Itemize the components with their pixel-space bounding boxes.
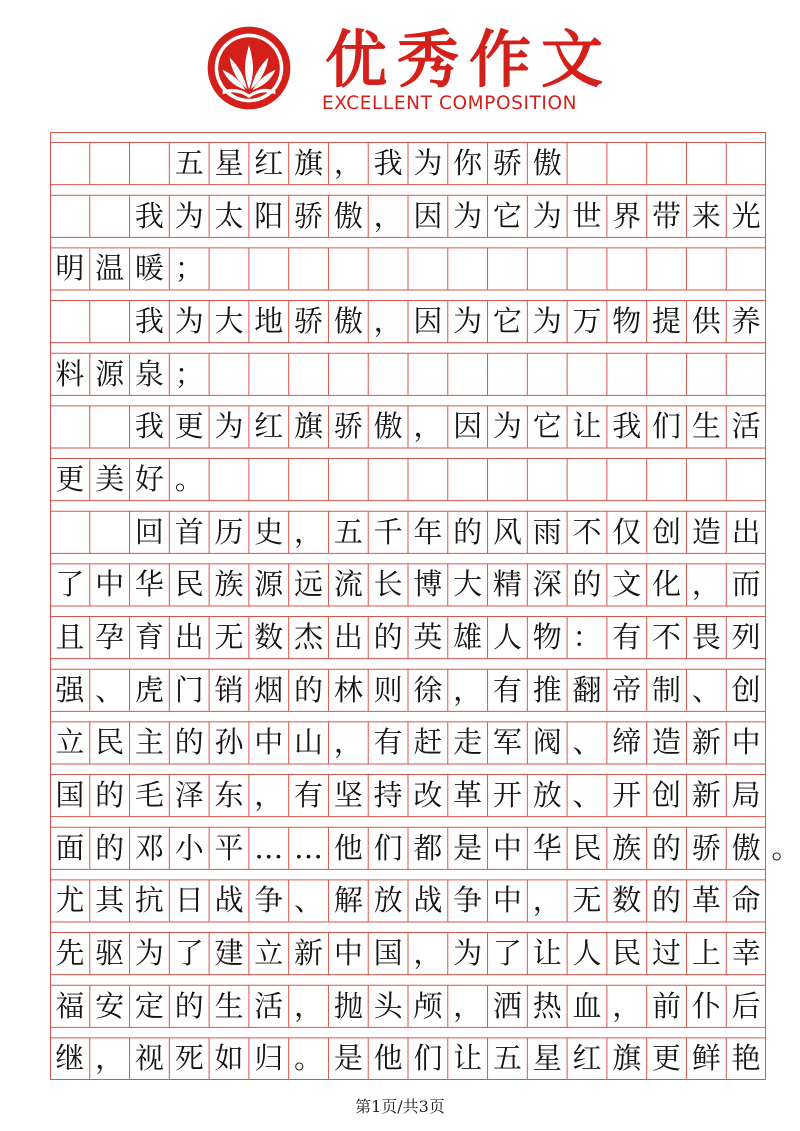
grid-character: 新 xyxy=(294,936,324,971)
grid-character: 为 xyxy=(134,936,164,971)
grid-character: 中 xyxy=(731,725,761,760)
grid-character: 头 xyxy=(373,988,403,1023)
grid-character: 物 xyxy=(532,620,562,655)
grid-character: 鲜 xyxy=(691,1041,721,1076)
grid-character: 地 xyxy=(254,304,284,339)
grid-character: 源 xyxy=(254,567,284,602)
grid-character: 国 xyxy=(373,936,403,971)
grid-character: 翻 xyxy=(572,672,602,707)
grid-character: 雨 xyxy=(532,514,562,549)
grid-character: 傲 xyxy=(373,409,403,444)
grid-character: 创 xyxy=(652,778,682,813)
grid-character: 我 xyxy=(373,146,403,181)
grid-character: 命 xyxy=(731,883,761,918)
grid-character: 活 xyxy=(254,988,284,1023)
grid-character: 了 xyxy=(492,936,522,971)
grid-character: 的 xyxy=(174,988,204,1023)
grid-character: 为 xyxy=(174,198,204,233)
grid-character: 。 xyxy=(294,1041,324,1076)
grid-character: 毛 xyxy=(134,778,164,813)
grid-character: 为 xyxy=(174,304,204,339)
grid-character: 五 xyxy=(492,1041,522,1076)
grid-character: 革 xyxy=(453,778,483,813)
grid-character: 的 xyxy=(652,883,682,918)
grid-character: 新 xyxy=(691,778,721,813)
grid-character: ， xyxy=(691,567,721,602)
grid-character: 骄 xyxy=(492,146,522,181)
grid-character: 他 xyxy=(333,830,363,865)
grid-character: 大 xyxy=(453,567,483,602)
grid-character: 为 xyxy=(214,409,244,444)
grid-character: 如 xyxy=(214,1041,244,1076)
grid-character: 面 xyxy=(55,830,85,865)
grid-character: 华 xyxy=(532,830,562,865)
grid-character: 年 xyxy=(413,514,443,549)
grid-character: 民 xyxy=(174,567,204,602)
grid-character: 东 xyxy=(214,778,244,813)
grid-character: 活 xyxy=(731,409,761,444)
grid-character: 出 xyxy=(731,514,761,549)
grid-character: 旗 xyxy=(612,1041,642,1076)
grid-character: 争 xyxy=(254,883,284,918)
grid-character: 阳 xyxy=(254,198,284,233)
grid-character: 数 xyxy=(612,883,642,918)
grid-character: 而 xyxy=(731,567,761,602)
grid-character: 的 xyxy=(174,725,204,760)
grid-character: 民 xyxy=(572,830,602,865)
grid-character: 因 xyxy=(453,409,483,444)
grid-character: 归 xyxy=(254,1041,284,1076)
grid-character: ， xyxy=(333,146,363,181)
grid-character: 千 xyxy=(373,514,403,549)
grid-character: 的 xyxy=(294,672,324,707)
grid-character: 安 xyxy=(95,988,125,1023)
grid-character: 界 xyxy=(612,198,642,233)
grid-character: 强 xyxy=(55,672,85,707)
grid-character: 回 xyxy=(134,514,164,549)
grid-character: 日 xyxy=(174,883,204,918)
grid-character: 则 xyxy=(373,672,403,707)
grid-character: ， xyxy=(294,514,324,549)
grid-character: 红 xyxy=(254,409,284,444)
grid-character: 造 xyxy=(691,514,721,549)
grid-character: 骄 xyxy=(691,830,721,865)
grid-character: 新 xyxy=(691,725,721,760)
grid-character: … xyxy=(294,830,324,865)
grid-character: 上 xyxy=(691,936,721,971)
grid-character: 血 xyxy=(572,988,602,1023)
grid-character: 带 xyxy=(652,198,682,233)
grid-character: 长 xyxy=(373,567,403,602)
grid-character: 门 xyxy=(174,672,204,707)
grid-character: 博 xyxy=(413,567,443,602)
grid-character: 了 xyxy=(174,936,204,971)
grid-character: 无 xyxy=(572,883,602,918)
grid-character: 缔 xyxy=(612,725,642,760)
grid-character: 改 xyxy=(413,778,443,813)
grid-character: 骄 xyxy=(294,198,324,233)
grid-character: 更 xyxy=(174,409,204,444)
grid-character: 们 xyxy=(413,1041,443,1076)
grid-character: 创 xyxy=(731,672,761,707)
grid-character: 物 xyxy=(612,304,642,339)
grid-character: 它 xyxy=(492,304,522,339)
grid-character: 邓 xyxy=(134,830,164,865)
grid-character: 有 xyxy=(294,778,324,813)
grid-character: 立 xyxy=(254,936,284,971)
grid-character: 你 xyxy=(453,146,483,181)
grid-character: ， xyxy=(453,672,483,707)
grid-character: 泉 xyxy=(134,356,164,391)
grid-character: 世 xyxy=(572,198,602,233)
grid-character: 旗 xyxy=(294,146,324,181)
grid-character: 傲 xyxy=(731,830,761,865)
grid-character: 先 xyxy=(55,936,85,971)
grid-character: 的 xyxy=(453,514,483,549)
grid-character: 不 xyxy=(652,620,682,655)
grid-character: 供 xyxy=(691,304,721,339)
grid-character: 好 xyxy=(134,462,164,497)
grid-character: 暖 xyxy=(134,251,164,286)
grid-character: 、 xyxy=(691,672,721,707)
grid-character: 让 xyxy=(572,409,602,444)
grid-character: ， xyxy=(373,198,403,233)
grid-character: 颅 xyxy=(413,988,443,1023)
grid-character: 傲 xyxy=(333,304,363,339)
grid-character: 放 xyxy=(373,883,403,918)
grid-character: 福 xyxy=(55,988,85,1023)
grid-character: 远 xyxy=(294,567,324,602)
grid-character: 五 xyxy=(174,146,204,181)
grid-character: 且 xyxy=(55,620,85,655)
grid-character: 的 xyxy=(95,830,125,865)
grid-character: 红 xyxy=(572,1041,602,1076)
grid-character: 因 xyxy=(413,198,443,233)
grid-character: 我 xyxy=(134,304,164,339)
grid-character: 仅 xyxy=(612,514,642,549)
grid-character: 出 xyxy=(333,620,363,655)
grid-character: ， xyxy=(612,988,642,1023)
grid-character: 烟 xyxy=(254,672,284,707)
grid-character: 军 xyxy=(492,725,522,760)
grid-character: 骄 xyxy=(333,409,363,444)
grid-character: 战 xyxy=(214,883,244,918)
grid-character: 化 xyxy=(652,567,682,602)
grid-character: 为 xyxy=(453,304,483,339)
grid-character: 继 xyxy=(55,1041,85,1076)
grid-character: 我 xyxy=(134,198,164,233)
grid-character: 、 xyxy=(572,725,602,760)
book-sprout-logo-icon xyxy=(205,24,293,112)
grid-character: 创 xyxy=(652,514,682,549)
grid-character: 放 xyxy=(532,778,562,813)
grid-character: 过 xyxy=(652,936,682,971)
grid-character: 不 xyxy=(572,514,602,549)
grid-character: 美 xyxy=(95,462,125,497)
grid-character: 为 xyxy=(492,409,522,444)
grid-character: 它 xyxy=(532,409,562,444)
grid-character: 风 xyxy=(492,514,522,549)
grid-character: 深 xyxy=(532,567,562,602)
grid-character: 孙 xyxy=(214,725,244,760)
grid-character: 为 xyxy=(532,198,562,233)
grid-character: 让 xyxy=(532,936,562,971)
grid-character: 洒 xyxy=(492,988,522,1023)
grid-character: 傲 xyxy=(333,198,363,233)
grid-character: 傲 xyxy=(532,146,562,181)
grid-character: 林 xyxy=(333,672,363,707)
page-number: 第1页/共3页 xyxy=(355,1097,445,1116)
grid-character: ， xyxy=(413,936,443,971)
grid-character: 抛 xyxy=(333,988,363,1023)
grid-character: 孕 xyxy=(95,620,125,655)
grid-character: 立 xyxy=(55,725,85,760)
grid-character: ， xyxy=(373,304,403,339)
grid-character: 温 xyxy=(95,251,125,286)
grid-character: ， xyxy=(254,778,284,813)
grid-character: 国 xyxy=(55,778,85,813)
grid-character: 了 xyxy=(55,567,85,602)
grid-character: ； xyxy=(174,356,204,391)
grid-character: 大 xyxy=(214,304,244,339)
grid-character: 族 xyxy=(612,830,642,865)
grid-character: 有 xyxy=(492,672,522,707)
grid-character: 小 xyxy=(174,830,204,865)
grid-character: 畏 xyxy=(691,620,721,655)
grid-character: 更 xyxy=(652,1041,682,1076)
grid-character: 数 xyxy=(254,620,284,655)
grid-character: 平 xyxy=(214,830,244,865)
grid-character: ： xyxy=(572,620,602,655)
grid-character: 阀 xyxy=(532,725,562,760)
grid-character: 革 xyxy=(691,883,721,918)
grid-character: 太 xyxy=(214,198,244,233)
grid-character: 热 xyxy=(532,988,562,1023)
grid-character: 中 xyxy=(254,725,284,760)
grid-character: 流 xyxy=(333,567,363,602)
grid-character: 建 xyxy=(214,936,244,971)
grid-character: 人 xyxy=(572,936,602,971)
grid-character: 无 xyxy=(214,620,244,655)
grid-character: 养 xyxy=(731,304,761,339)
grid-character: 来 xyxy=(691,198,721,233)
grid-character: 、 xyxy=(294,883,324,918)
grid-character: 人 xyxy=(492,620,522,655)
grid-character: 我 xyxy=(612,409,642,444)
grid-character: 驱 xyxy=(95,936,125,971)
grid-character: 提 xyxy=(652,304,682,339)
grid-character: 民 xyxy=(612,936,642,971)
grid-character: 持 xyxy=(373,778,403,813)
grid-character: ， xyxy=(453,988,483,1023)
grid-character: 的 xyxy=(572,567,602,602)
grid-character: 其 xyxy=(95,883,125,918)
grid-character: 泽 xyxy=(174,778,204,813)
grid-character: ， xyxy=(413,409,443,444)
grid-character: 赶 xyxy=(413,725,443,760)
grid-character: 的 xyxy=(95,778,125,813)
grid-character: 他 xyxy=(373,1041,403,1076)
grid-character: 更 xyxy=(55,462,85,497)
grid-character: 开 xyxy=(612,778,642,813)
grid-character: 出 xyxy=(174,620,204,655)
grid-character: 解 xyxy=(333,883,363,918)
grid-character: 生 xyxy=(214,988,244,1023)
grid-character: 星 xyxy=(532,1041,562,1076)
grid-character: 文 xyxy=(612,567,642,602)
grid-character: 山 xyxy=(294,725,324,760)
grid-character: 都 xyxy=(413,830,443,865)
grid-character: 的 xyxy=(652,830,682,865)
grid-character: 为 xyxy=(413,146,443,181)
grid-character: 中 xyxy=(492,883,522,918)
grid-character: 前 xyxy=(652,988,682,1023)
grid-character: 源 xyxy=(95,356,125,391)
grid-character: 中 xyxy=(492,830,522,865)
grid-character: 料 xyxy=(55,356,85,391)
grid-character: 史 xyxy=(254,514,284,549)
grid-character: ， xyxy=(294,988,324,1023)
grid-character: 主 xyxy=(134,725,164,760)
grid-character: 杰 xyxy=(294,620,324,655)
grid-character: 星 xyxy=(214,146,244,181)
grid-character: 骄 xyxy=(294,304,324,339)
grid-character: 中 xyxy=(95,567,125,602)
brand-subtitle: EXCELLENT COMPOSITION xyxy=(322,93,578,114)
grid-character: ， xyxy=(333,725,363,760)
grid-character: 历 xyxy=(214,514,244,549)
grid-character: 五 xyxy=(333,514,363,549)
grid-character: 中 xyxy=(333,936,363,971)
grid-character: 后 xyxy=(731,988,761,1023)
grid-character: 华 xyxy=(134,567,164,602)
grid-character: 我 xyxy=(134,409,164,444)
grid-character: 万 xyxy=(572,304,602,339)
grid-character: 、 xyxy=(95,672,125,707)
grid-character: 它 xyxy=(492,198,522,233)
grid-character: 民 xyxy=(95,725,125,760)
grid-character: 是 xyxy=(453,830,483,865)
grid-character: 定 xyxy=(134,988,164,1023)
grid-character: 走 xyxy=(453,725,483,760)
grid-character: 英 xyxy=(413,620,443,655)
grid-character: 们 xyxy=(652,409,682,444)
grid-character: 死 xyxy=(174,1041,204,1076)
grid-character: 旗 xyxy=(294,409,324,444)
grid-character: 是 xyxy=(333,1041,363,1076)
grid-character: 光 xyxy=(731,198,761,233)
grid-character: 推 xyxy=(532,672,562,707)
grid-character: 帝 xyxy=(612,672,642,707)
brand-title: 优秀作文 xyxy=(325,23,614,96)
grid-character: 为 xyxy=(453,198,483,233)
grid-character: 首 xyxy=(174,514,204,549)
grid-character: 虎 xyxy=(134,672,164,707)
grid-character: 制 xyxy=(652,672,682,707)
grid-character: 列 xyxy=(731,620,761,655)
grid-character: 族 xyxy=(214,567,244,602)
grid-character: 坚 xyxy=(333,778,363,813)
grid-character: 造 xyxy=(652,725,682,760)
grid-character: 们 xyxy=(373,830,403,865)
grid-character: 。 xyxy=(174,462,204,497)
grid-character: 徐 xyxy=(413,672,443,707)
grid-character: ； xyxy=(174,251,204,286)
grid-character: 为 xyxy=(453,936,483,971)
grid-character: 仆 xyxy=(691,988,721,1023)
grid-character: 有 xyxy=(612,620,642,655)
grid-character: 视 xyxy=(134,1041,164,1076)
page-header xyxy=(0,0,800,128)
grid-character: 艳 xyxy=(731,1041,761,1076)
grid-character: 。 xyxy=(771,830,800,865)
grid-character: 明 xyxy=(55,251,85,286)
grid-character: 战 xyxy=(413,883,443,918)
grid-character: 红 xyxy=(254,146,284,181)
grid-character: 育 xyxy=(134,620,164,655)
grid-character: 让 xyxy=(453,1041,483,1076)
grid-character: 生 xyxy=(691,409,721,444)
grid-character: 抗 xyxy=(134,883,164,918)
grid-character: 争 xyxy=(453,883,483,918)
grid-character: 因 xyxy=(413,304,443,339)
grid-character: 为 xyxy=(532,304,562,339)
grid-character: ， xyxy=(95,1041,125,1076)
grid-character: 精 xyxy=(492,567,522,602)
grid-character: 雄 xyxy=(453,620,483,655)
grid-character: 销 xyxy=(214,672,244,707)
composition-grid-paper xyxy=(50,132,800,1080)
grid-character: 局 xyxy=(731,778,761,813)
grid-character: … xyxy=(254,830,284,865)
grid-character: 、 xyxy=(572,778,602,813)
grid-character: 有 xyxy=(373,725,403,760)
grid-character: 的 xyxy=(373,620,403,655)
grid-character: ， xyxy=(532,883,562,918)
grid-character: 开 xyxy=(492,778,522,813)
grid-character: 尤 xyxy=(55,883,85,918)
grid-character: 幸 xyxy=(731,936,761,971)
